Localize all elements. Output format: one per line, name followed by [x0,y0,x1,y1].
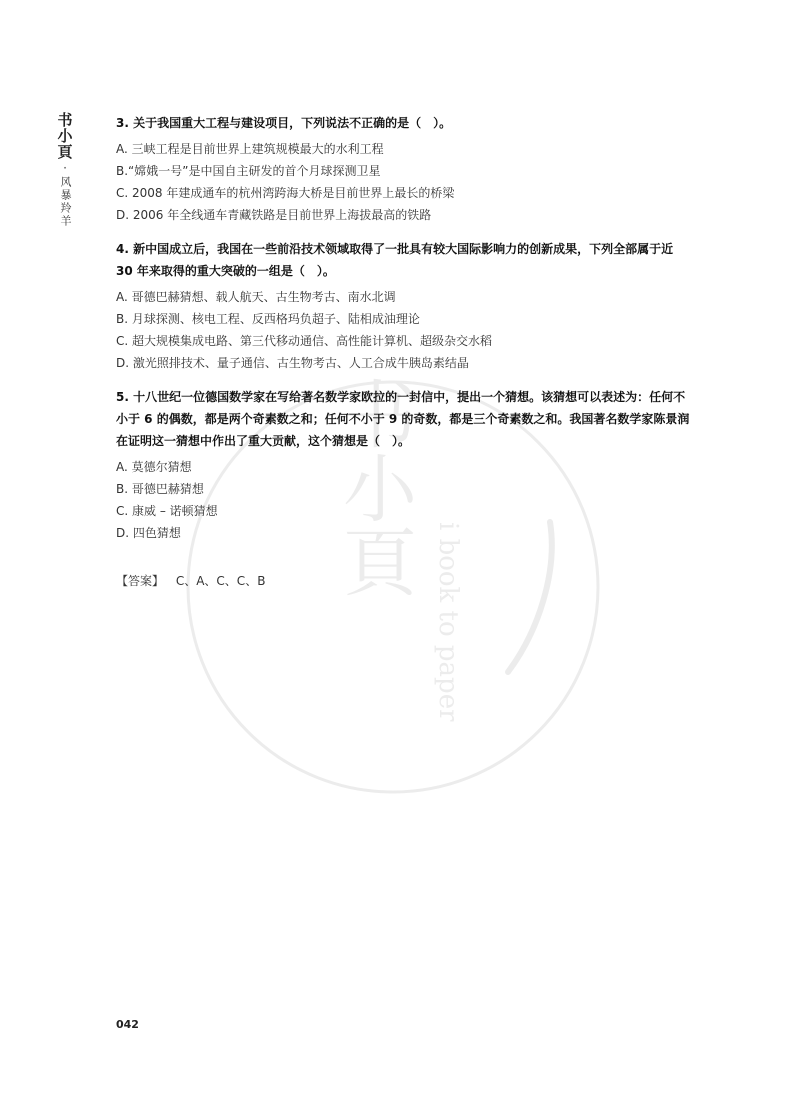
answer-label: 【答案】 [116,574,165,588]
option-c: C. 2008 年建成通车的杭州湾跨海大桥是目前世界上最长的桥梁 [116,186,455,200]
question-4 [116,238,690,374]
option-c: C. 康威 – 诺顿猜想 [116,504,218,518]
question-stem: 4. 新中国成立后，我国在一些前沿技术领域取得了一批具有较大国际影响力的创新成果，下列全部属于近 30 年来取得的重大突破的一组是（ ）。 [116,242,674,278]
option-a: A. 莫德尔猜想 [116,460,192,474]
answer-line [116,570,690,592]
option-c: C. 超大规模集成电路、第三代移动通信、高性能计算机、超级杂交水稻 [116,334,493,348]
question-3 [116,112,690,226]
watermark-tagline: i book to paper [433,522,463,722]
side-brand-dot: · [63,161,67,175]
side-brand-mark [56,112,74,228]
option-a: A. 三峡工程是目前世界上建筑规模最大的水利工程 [116,142,384,156]
answer-value: C、A、C、C、B [175,574,266,588]
question-stem: 5. 十八世纪一位德国数学家在写给著名数学家欧拉的一封信中，提出一个猜想。该猜想可以表述为：任何不小于 6 的偶数，都是两个奇素数之和；任何不小于 9 的奇数，都是三个奇素数之和。我国著名数学家陈景润在证明这一猜想中作出了重大贡献，这个猜想是（ ）。 [116,390,690,448]
option-a: A. 哥德巴赫猜想、载人航天、古生物考古、南水北调 [116,290,396,304]
option-b: B. 月球探测、核电工程、反西格玛负超子、陆相成油理论 [116,312,420,326]
question-content [116,112,690,592]
side-brand-subtitle: 风暴羚羊 [59,176,72,228]
side-brand-title: 书小頁 [55,112,74,160]
option-d: D. 激光照排技术、量子通信、古生物考古、人工合成牛胰岛素结晶 [116,356,469,370]
option-d: D. 2006 年全线通车青藏铁路是目前世界上海拔最高的铁路 [116,208,432,222]
page-number: 042 [116,1018,139,1031]
question-stem: 3. 关于我国重大工程与建设项目，下列说法不正确的是（ ）。 [116,116,452,130]
option-d: D. 四色猜想 [116,526,181,540]
watermark-brand: 书小頁 [331,376,417,598]
option-b: B.“嫦娥一号”是中国自主研发的首个月球探测卫星 [116,164,381,178]
question-5 [116,386,690,544]
option-b: B. 哥德巴赫猜想 [116,482,204,496]
